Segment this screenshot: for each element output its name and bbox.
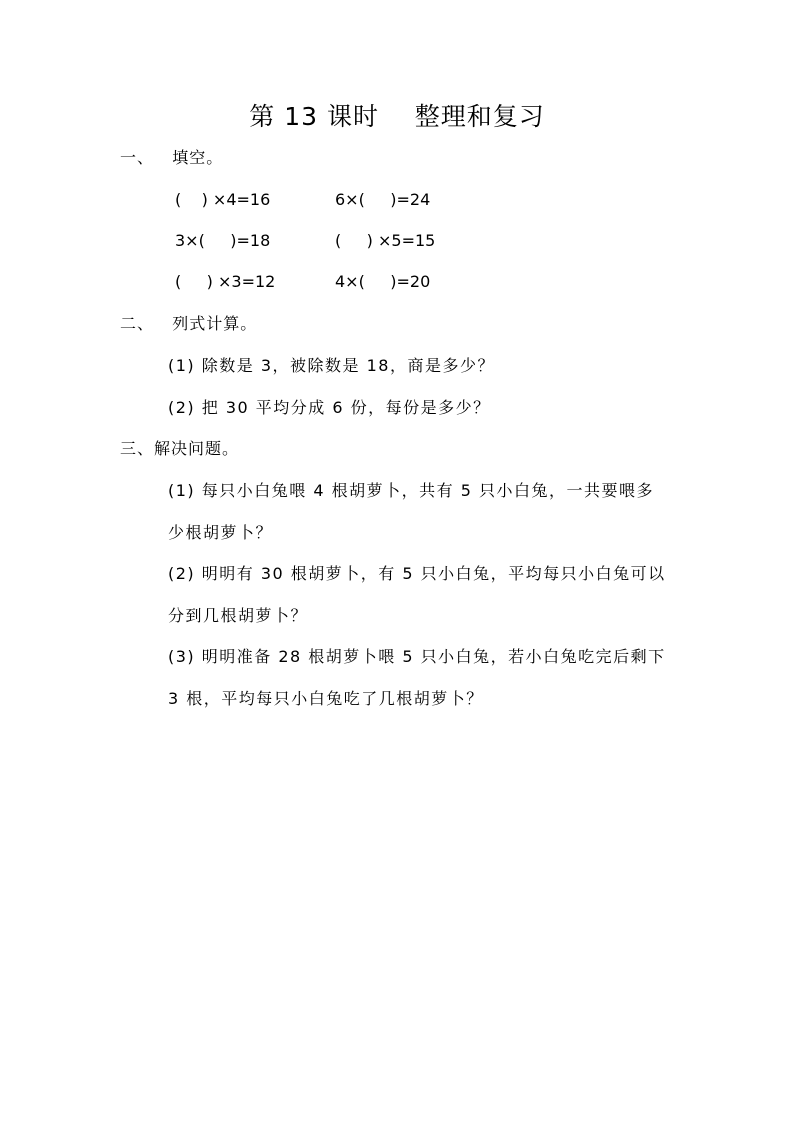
equation-2-1: 3×( )=18 [175, 231, 271, 250]
equation-1-1: ( ) ×4=16 [175, 190, 271, 209]
equation-3-1: ( ) ×3=12 [175, 272, 276, 291]
equation-3-2: 4×( )=20 [335, 272, 431, 291]
problem-1-line-2: 少根胡萝卜？ [168, 523, 274, 542]
problem-3-line-1: (3) 明明准备 28 根胡萝卜喂 5 只小白兔，若小白兔吃完后剩下 [168, 647, 666, 666]
equation-2-2: ( ) ×5=15 [335, 231, 436, 250]
section-heading-fill-blanks: 一、 填空。 [120, 148, 224, 167]
problem-2-line-1: (2) 明明有 30 根胡萝卜，有 5 只小白兔，平均每只小白兔可以 [168, 564, 666, 583]
section-heading-problems: 三、解决问题。 [120, 439, 240, 458]
page-title: 第 13 课时 整理和复习 [249, 102, 545, 131]
problem-2-line-2: 分到几根胡萝卜？ [168, 606, 309, 625]
problem-1-line-1: (1) 每只小白兔喂 4 根胡萝卜，共有 5 只小白兔，一共要喂多 [168, 481, 654, 500]
calc-question-1: (1) 除数是 3，被除数是 18，商是多少？ [168, 356, 495, 375]
calc-question-2: (2) 把 30 平均分成 6 份，每份是多少？ [168, 398, 491, 417]
equation-1-2: 6×( )=24 [335, 190, 431, 209]
section-heading-calculation: 二、 列式计算。 [120, 314, 258, 333]
problem-3-line-2: 3 根，平均每只小白兔吃了几根胡萝卜？ [168, 689, 484, 708]
